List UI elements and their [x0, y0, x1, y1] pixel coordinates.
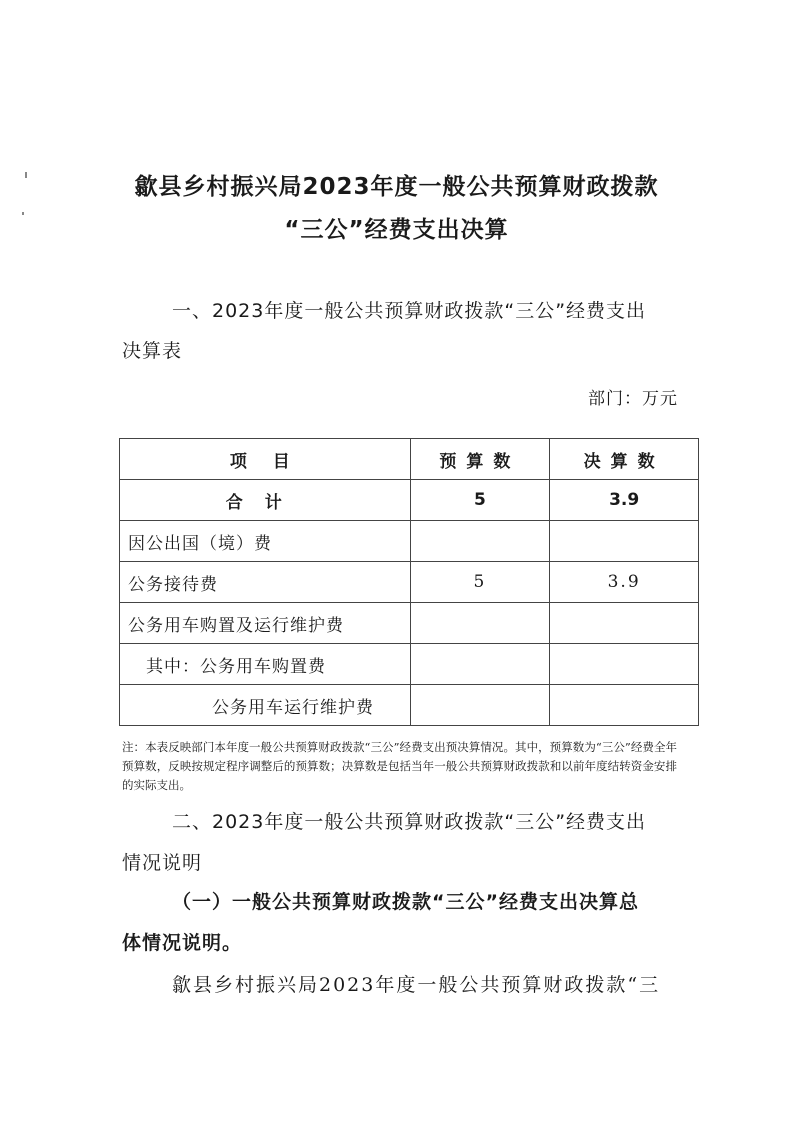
row-budget: [410, 644, 550, 685]
total-actual: 3.9: [550, 480, 699, 521]
row-label: 其中：公务用车购置费: [120, 644, 411, 685]
header-actual: 决算数: [550, 439, 699, 480]
row-actual: [550, 521, 699, 562]
unit-label: 部门：万元: [588, 389, 678, 409]
row-label: 公务用车购置及运行维护费: [120, 603, 411, 644]
header-budget: 预算数: [410, 439, 550, 480]
body-paragraph: 歙县乡村振兴局2023年度一般公共预算财政拨款“三: [172, 974, 661, 996]
table-row: [120, 603, 699, 644]
total-label: 合计: [120, 480, 411, 521]
row-actual: 3.9: [550, 562, 699, 603]
section2-heading-line2: 情况说明: [122, 852, 203, 874]
row-budget: [410, 521, 550, 562]
subsection-heading-line2: 体情况说明。: [122, 932, 243, 954]
table-header-row: [120, 439, 699, 480]
section1-heading-line2: 决算表: [122, 340, 183, 362]
subsection-heading-line1: （一）一般公共预算财政拨款“三公”经费支出决算总: [172, 891, 639, 913]
table-row: [120, 685, 699, 726]
section1-heading-line1: 一、2023年度一般公共预算财政拨款“三公”经费支出: [172, 300, 647, 322]
table-row: [120, 644, 699, 685]
row-budget: [410, 603, 550, 644]
table-row: [120, 521, 699, 562]
row-label: 公务用车运行维护费: [120, 685, 411, 726]
document-title-line2: “三公”经费支出决算: [284, 217, 509, 243]
document-title-line1: 歙县乡村振兴局2023年度一般公共预算财政拨款: [134, 174, 659, 200]
table-total-row: [120, 480, 699, 521]
row-budget: 5: [410, 562, 550, 603]
total-budget: 5: [410, 480, 550, 521]
header-item: 项 目: [120, 439, 411, 480]
row-label: 因公出国（境）费: [120, 521, 411, 562]
row-actual: [550, 603, 699, 644]
section2-heading-line1: 二、2023年度一般公共预算财政拨款“三公”经费支出: [172, 811, 647, 833]
table-row: [120, 562, 699, 603]
row-label: 公务接待费: [120, 562, 411, 603]
row-actual: [550, 685, 699, 726]
expense-table: [119, 438, 699, 726]
table-note: 注：本表反映部门本年度一般公共预算财政拨款“三公”经费支出预决算情况。其中，预算数为“三公”经费全年预算数，反映按规定程序调整后的预算数；决算数是包括当年一般公共预算财政拨款和以前年度结转资金安排的实际支出。: [122, 740, 677, 792]
row-budget: [410, 685, 550, 726]
row-actual: [550, 644, 699, 685]
